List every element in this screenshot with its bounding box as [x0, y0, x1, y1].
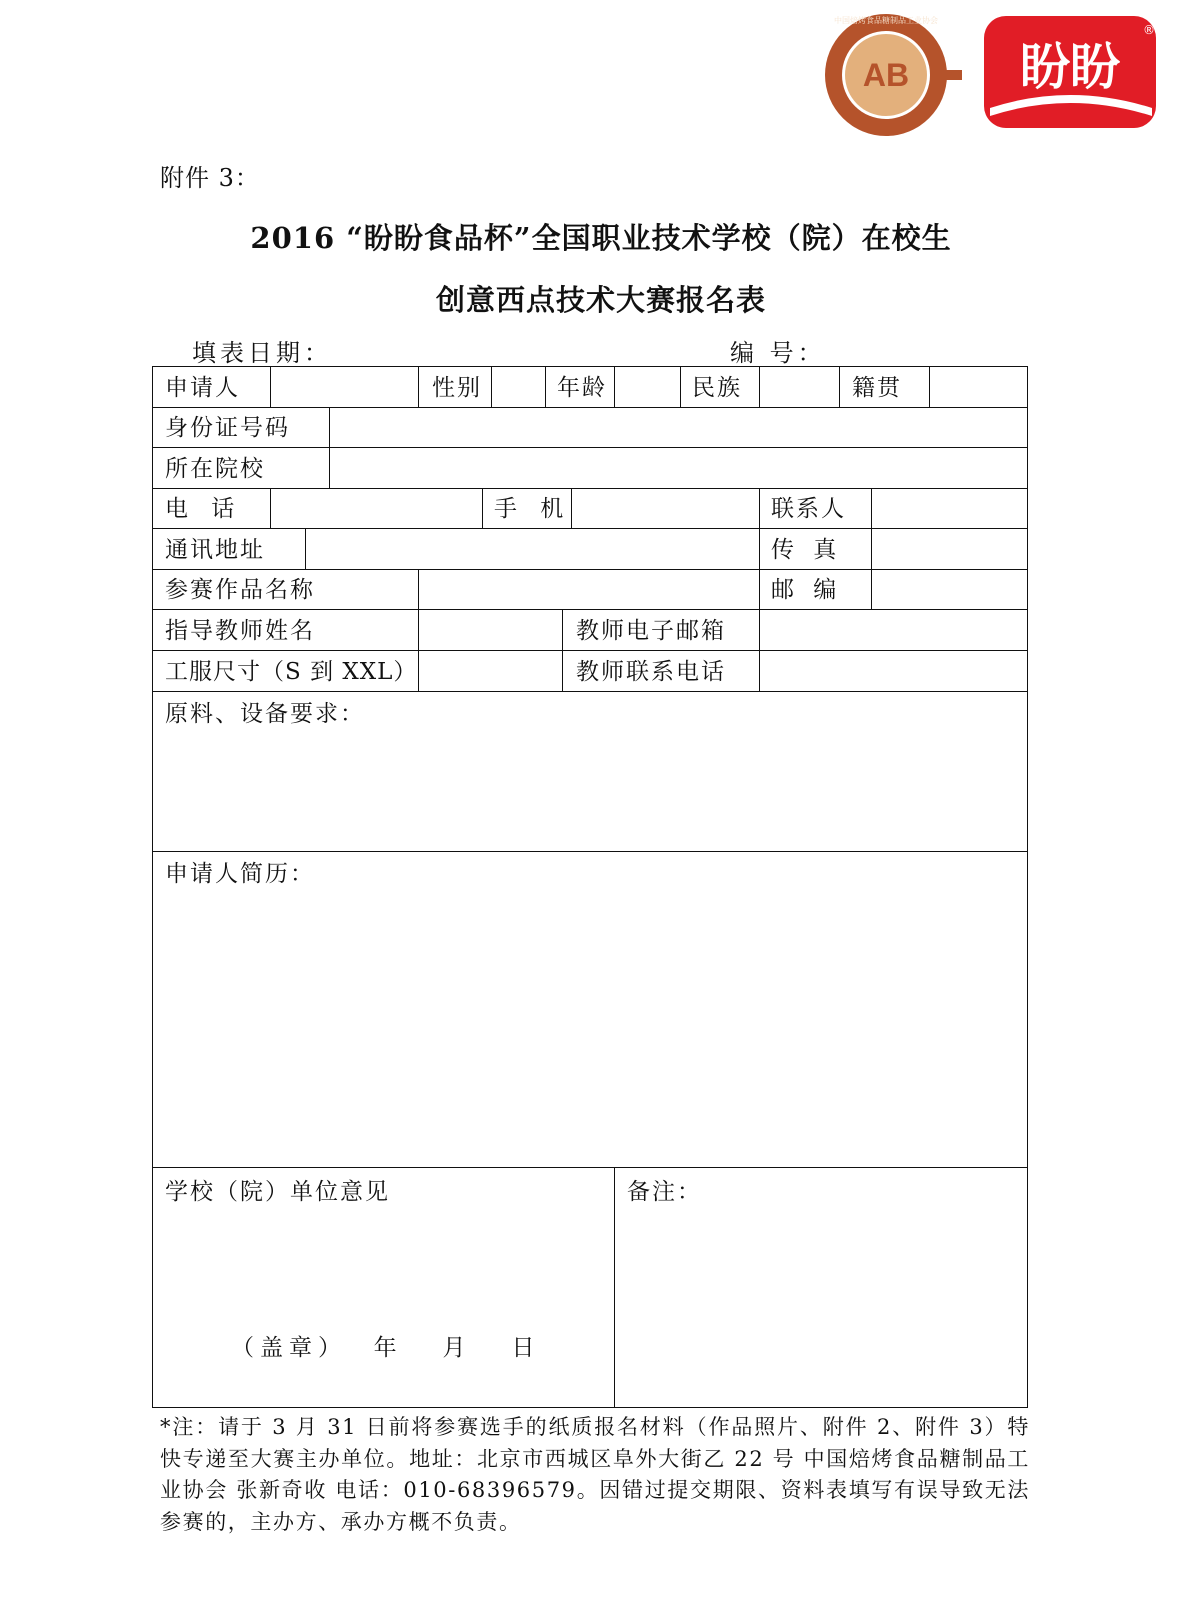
registration-form-table	[152, 366, 1028, 1408]
ethnicity-label: 民族	[692, 375, 742, 401]
svg-text:AB: AB	[862, 57, 910, 93]
attachment-label: 附件 3：	[160, 164, 260, 192]
contact-label: 联系人	[771, 496, 846, 522]
applicant-label: 申请人	[165, 375, 240, 401]
school-label: 所在院校	[165, 456, 265, 482]
svg-text:®: ®	[1143, 23, 1155, 37]
uniform-size-label: 工服尺寸（S 到 XXL）	[165, 659, 418, 685]
form-title-line2: 创意西点技术大赛报名表	[435, 283, 766, 317]
school-opinion-label: 学校（院）单位意见	[165, 1179, 390, 1205]
work-name-label: 参赛作品名称	[165, 577, 315, 603]
address-label: 通讯地址	[165, 537, 265, 563]
teacher-name-label: 指导教师姓名	[165, 618, 315, 644]
form-title-line1: 2016 “盼盼食品杯”全国职业技术学校（院）在校生	[250, 221, 952, 255]
teacher-phone-label: 教师联系电话	[576, 659, 726, 685]
form-number-label: 编 号：	[730, 339, 826, 367]
mobile-label: 手 机	[494, 496, 572, 522]
materials-label: 原料、设备要求：	[165, 701, 365, 727]
header-logos	[812, 10, 1172, 140]
id-number-label: 身份证号码	[165, 415, 290, 441]
association-logo	[825, 14, 962, 136]
native-place-label: 籍贯	[852, 375, 902, 401]
brand-logo	[984, 16, 1156, 128]
age-label: 年龄	[557, 375, 607, 401]
fill-date-label: 填表日期：	[192, 339, 332, 367]
postcode-label: 邮 编	[771, 577, 843, 603]
remarks-label: 备注：	[627, 1179, 702, 1205]
footnote: *注：请于 3 月 31 日前将参赛选手的纸质报名材料（作品照片、附件 2、附件 3）特快专递至大赛主办单位。地址：北京市西城区阜外大街乙 22 号 中国焙烤食品糖制品工业协会 张新奇收 电话：010-68396579。因错过提交期限、资料表填写有误导致无法参赛的，主办方、承办方概不负责。	[160, 1415, 1030, 1534]
teacher-email-label: 教师电子邮箱	[576, 618, 726, 644]
fax-label: 传 真	[771, 537, 843, 563]
gender-label: 性别	[432, 375, 482, 401]
association-ring-text: 中国焙烤食品糖制品工业协会	[834, 16, 938, 25]
phone-label: 电 话	[165, 496, 243, 522]
stamp-date-line: （盖章） 年 月 日	[231, 1335, 541, 1361]
resume-label: 申请人简历：	[165, 861, 315, 887]
svg-text:盼盼: 盼盼	[1020, 38, 1120, 96]
